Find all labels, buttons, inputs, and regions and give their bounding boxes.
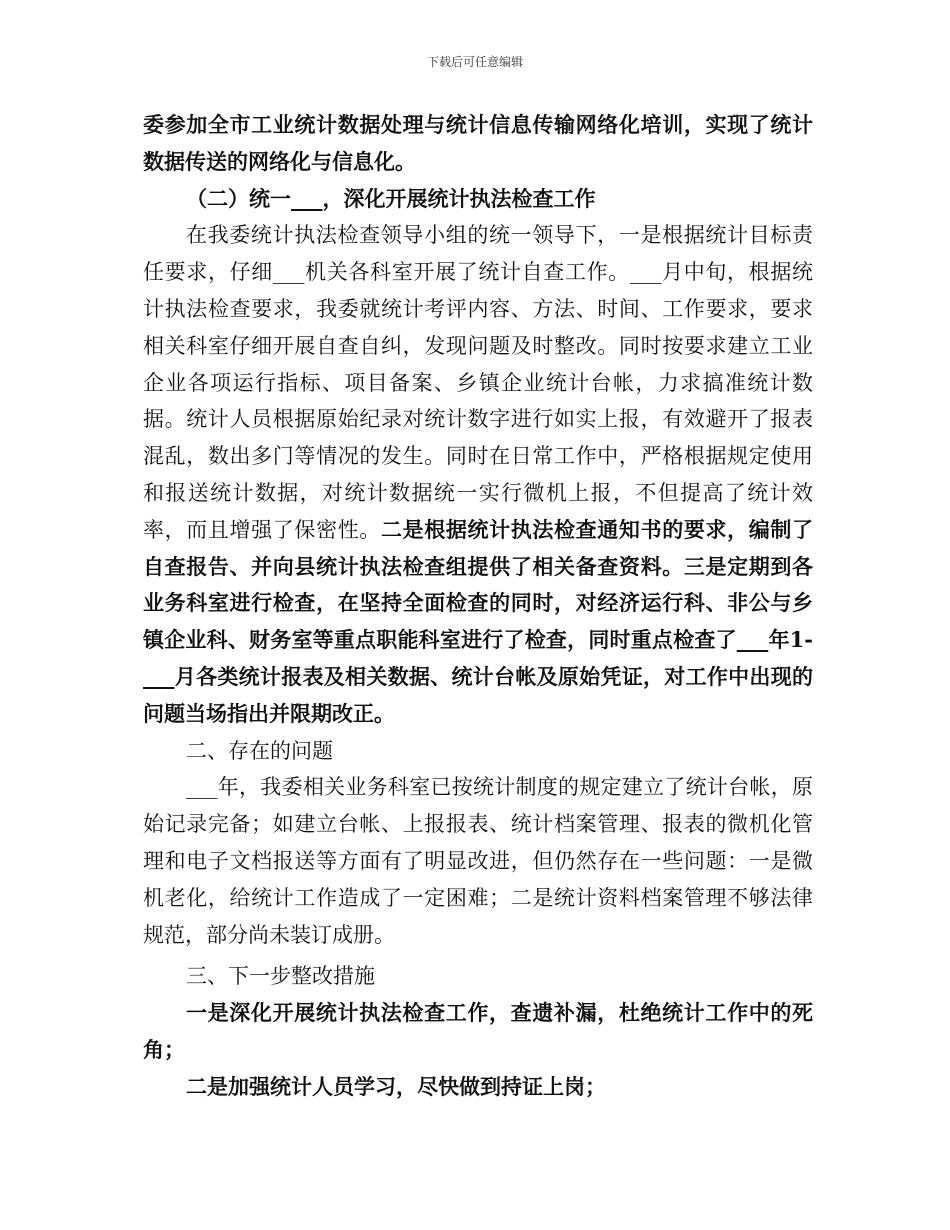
paragraph-problems	[143, 769, 813, 953]
section-heading-next-steps	[143, 958, 813, 995]
text-segment: （二）统一___，深化开展统计执法检查工作	[186, 185, 596, 211]
paragraph-measure-two	[143, 1069, 813, 1106]
text-segment: 二是加强统计人员学习，尽快做到持证上岗；	[186, 1073, 606, 1099]
text-segment: 在我委统计执法检查领导小组的统一领导下，一是根据统计目标责任要求，仔细___机关各科室开展了统计自查工作。___月中旬，根据统计执法检查要求，我委就统计考评内容、方法、时间、工作要求，要求相关科室仔细开展自查自纠，发现问题及时整改。同时按要求建立工业企业各项运行指标、项目备案、乡镇企业统计台帐，力求搞准统计数据。统计人员根据原始纪录对统计数字进行如实上报，有效避开了报表混乱，数出多门等情况的发生。同时在日常工作中，严格根据规定使用和报送统计数据，对统计数据统一实行微机上报，不但提高了统计效率，而且增强了保密性。	[143, 223, 813, 542]
document-body	[143, 107, 813, 1106]
text-segment-bold: 二是根据统计执法检查通知书的要求，编制了自查报告、并向县统计执法检查组提供了相关备查资料。三是定期到各业务科室进行检查，在坚持全面检查的同时，对经济运行科、非公与乡镇企业科、财务室等重点职能科室进行了检查，同时重点检查了___年1-___月各类统计报表及相关数据、统计台帐及原始凭证，对工作中出现的问题当场指出并限期改正。	[143, 516, 814, 726]
text-segment: 一是深化开展统计执法检查工作，查遗补漏，杜绝统计工作中的死角；	[143, 1000, 813, 1062]
page-header-note: 下载后可任意编辑	[426, 55, 523, 69]
paragraph-inspection	[143, 217, 813, 732]
paragraph-continuation	[143, 107, 813, 181]
paragraph-measure-one	[143, 995, 813, 1069]
text-segment: 二、存在的问题	[186, 738, 333, 763]
text-segment: 委参加全市工业统计数据处理与统计信息传输网络化培训，实现了统计数据传送的网络化与信息化。	[143, 112, 813, 174]
text-segment: ___年，我委相关业务科室已按统计制度的规定建立了统计台帐，原始记录完备；如建立台帐、上报报表、统计档案管理、报表的微机化管理和电子文档报送等方面有了明显改进，但仍然存在一些问题：一是微机老化，给统计工作造成了一定困难；二是统计资料档案管理不够法律规范，部分尚未装订成册。	[143, 775, 813, 947]
section-heading-unify	[143, 181, 813, 218]
text-segment: 三、下一步整改措施	[186, 964, 375, 989]
section-heading-problems	[143, 733, 813, 770]
